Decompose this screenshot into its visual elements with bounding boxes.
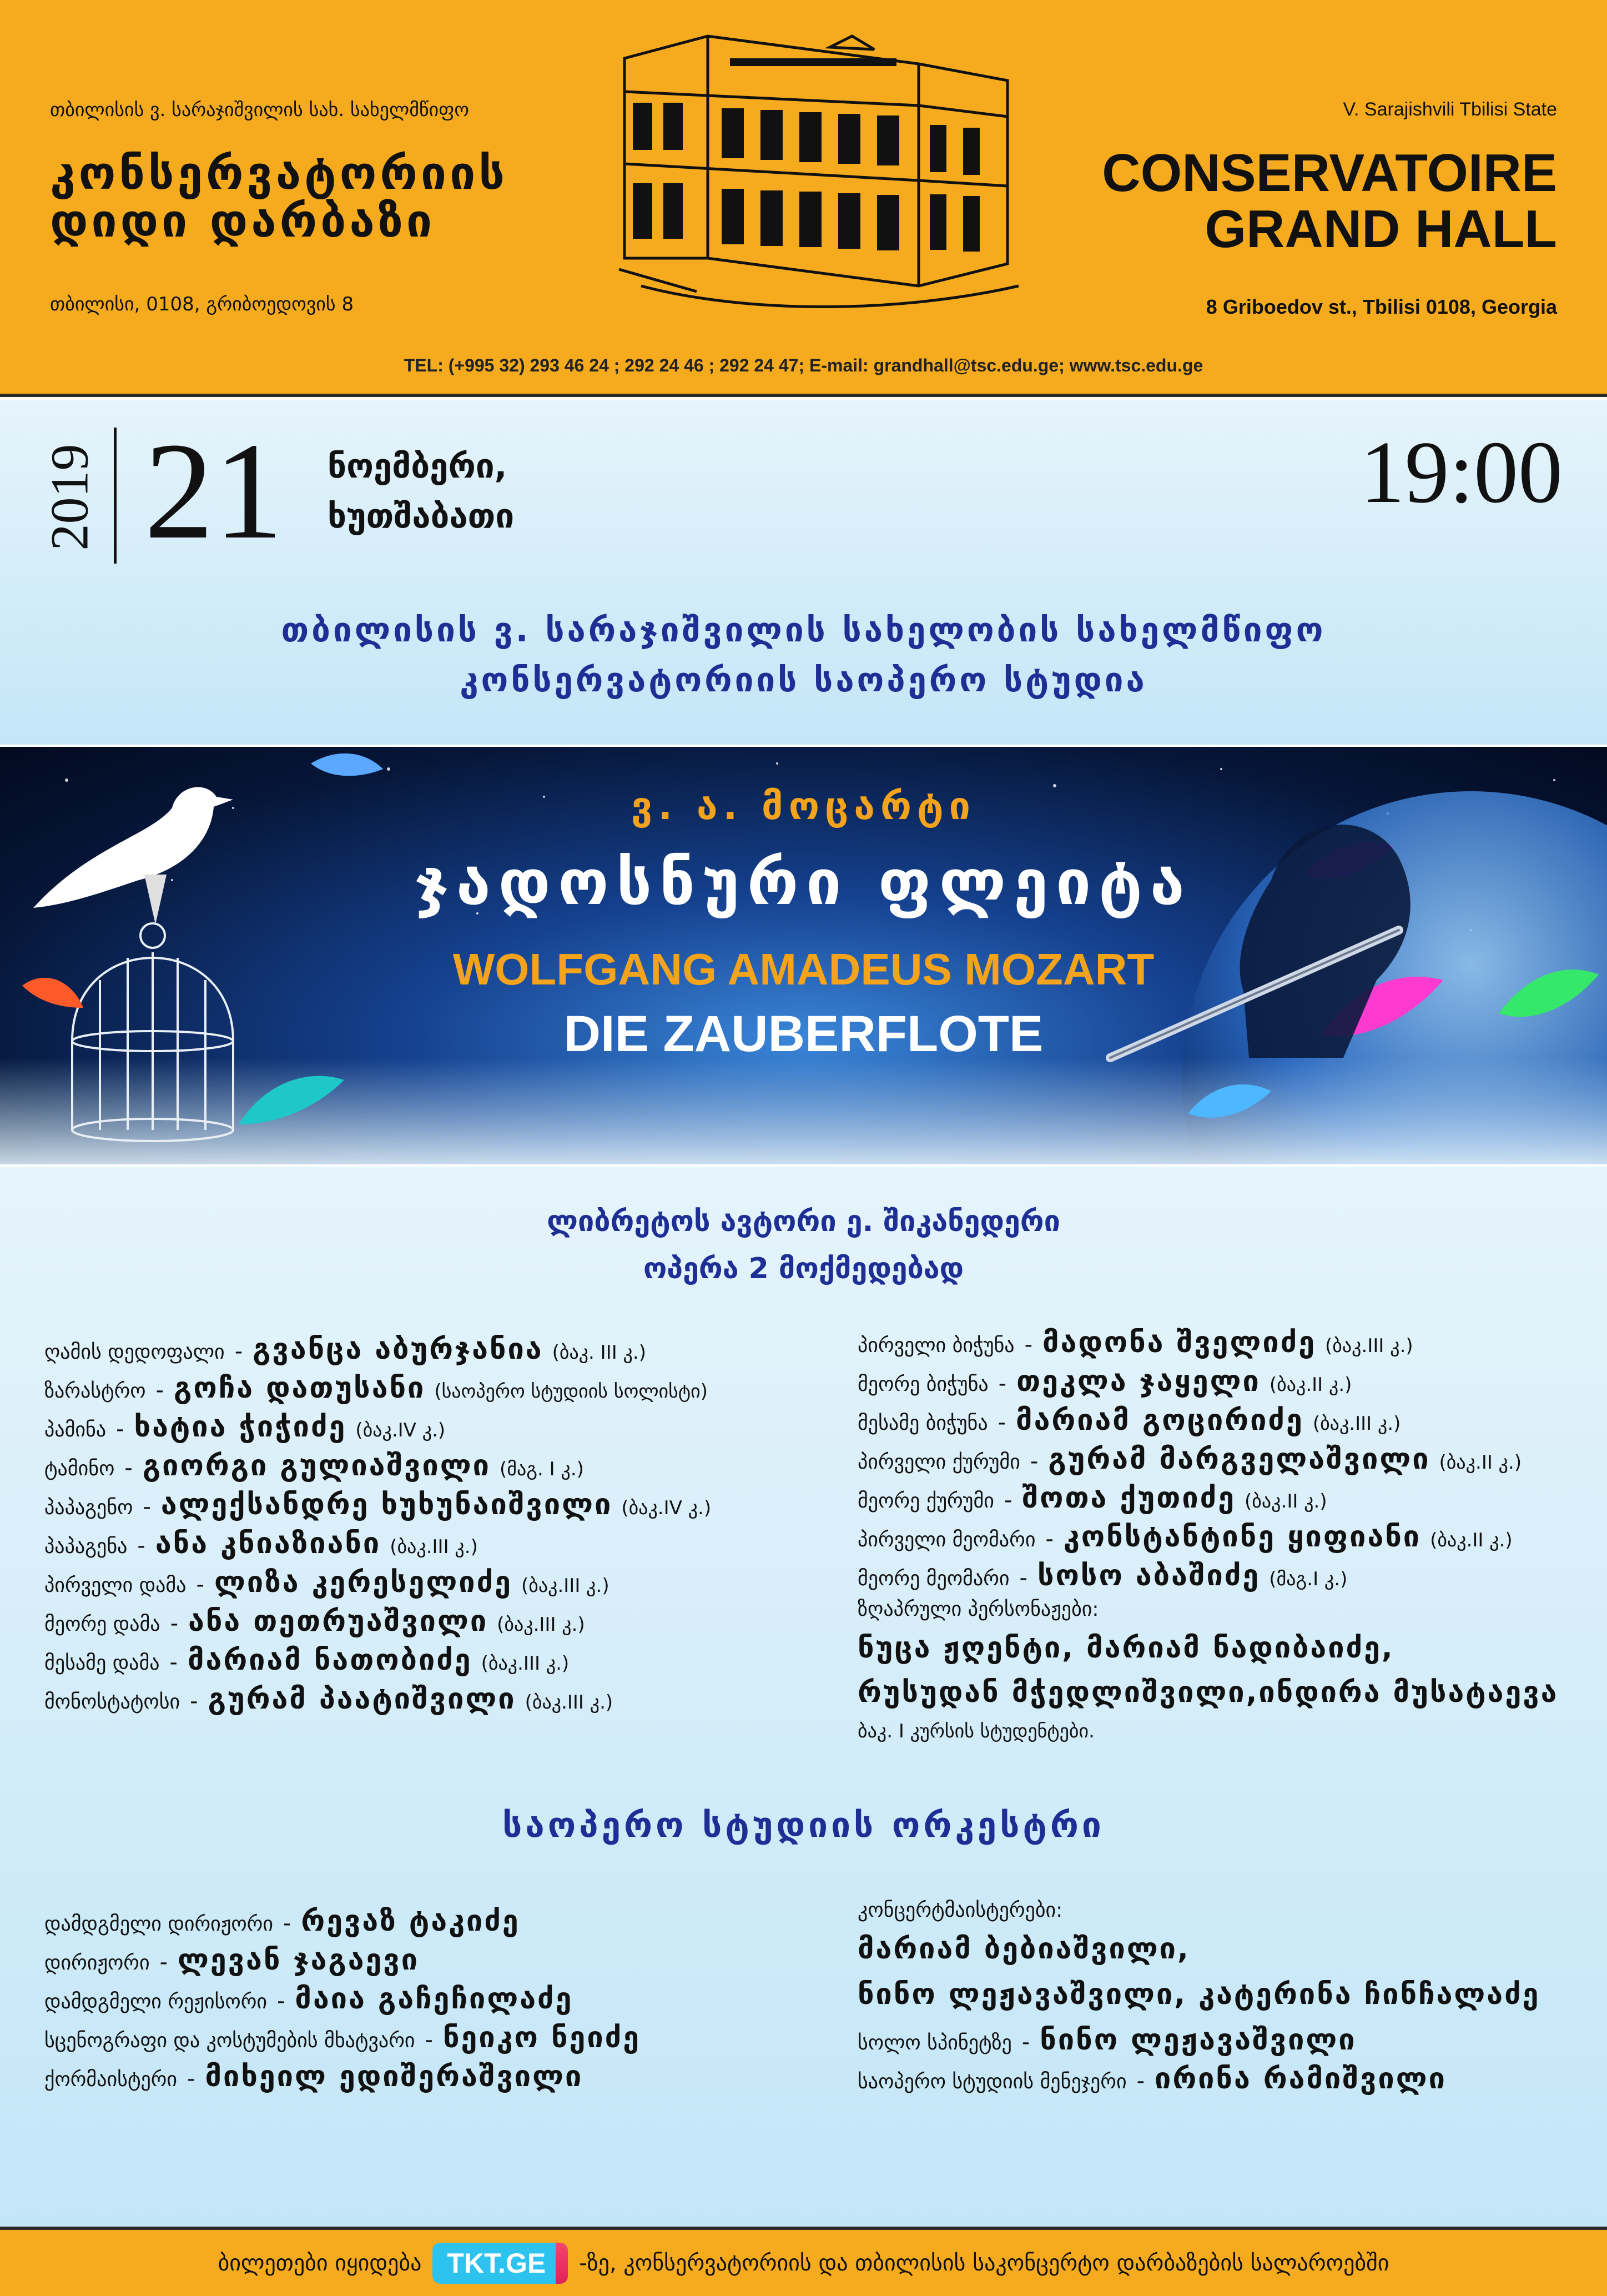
header (0, 0, 1607, 397)
performer-name: ლიზა კერესელიძე (214, 1566, 512, 1599)
role-label: ღამის დედოფალი (44, 1341, 225, 1364)
performer-note: (მაგ.I კ.) (1269, 1568, 1348, 1590)
staff-row: დამდგმელი დირიჟორი - რევაზ ტაკიძე (44, 1905, 520, 1938)
performer-note: (ბაკ.II კ.) (1430, 1529, 1513, 1551)
composer-en: WOLFGANG AMADEUS MOZART (452, 944, 1155, 994)
performer-note: (ბაკ.III კ.) (497, 1614, 585, 1636)
cast-row: პაპაგენო - ალექსანდრე ხუხუნაიშვილი (ბაკ.IV კ.) (44, 1488, 712, 1521)
performer-note: (ბაკ.III კ.) (525, 1691, 613, 1714)
role-label: ზარასტრო (44, 1380, 146, 1403)
performer-name: ალექსანდრე ხუხუნაიშვილი (160, 1488, 613, 1521)
cast-row: პაპაგენა - ანა კნიაზიანი (ბაკ.III კ.) (44, 1527, 478, 1560)
performer-name: მარიამ გოცირიძე (1016, 1404, 1304, 1437)
cast-row: ღამის დედოფალი - გვანცა აბურჯანია (ბაკ. III კ.) (44, 1333, 646, 1366)
cast-row: ზარასტრო - გოჩა დათუსანი (საოპერო სტუდიის სოლისტი) (44, 1371, 708, 1405)
en-subtitle: V. Sarajishvili Tbilisi State (1343, 99, 1557, 120)
staff-row: დირიჟორი - ლევან ჯაგაევი (44, 1943, 419, 1977)
role-label: ქორმაისტერი (44, 2068, 178, 2091)
cast-row: მეორე ბიჭუნა - თეკლა ჯაყელი (ბაკ.II კ.) (858, 1365, 1352, 1398)
performer-name: შოთა ქუთიძე (1022, 1481, 1236, 1515)
fairy-characters-note: ბაკ. I კურსის სტუდენტები. (858, 1720, 1095, 1742)
staff-list-left (44, 1905, 833, 2099)
tkt-ge-link[interactable] (432, 2243, 568, 2284)
role-label: სცენოგრაფი და კოსტუმების მხატვარი (44, 2029, 415, 2052)
staff-row: სცენოგრაფი და კოსტუმების მხატვარი - ნეიკო ნეიძე (44, 2021, 641, 2054)
cast-row: პირველი მეომარი - კონსტანტინე ყიფიანი (ბაკ.II კ.) (858, 1520, 1513, 1554)
performer-note: (საოპერო სტუდიის სოლისტი) (434, 1380, 708, 1403)
en-title-line-1: CONSERVATOIRE (1102, 143, 1557, 203)
role-label: პირველი დამა (44, 1574, 187, 1597)
en-address: 8 Griboedov st., Tbilisi 0108, Georgia (1206, 295, 1557, 318)
year-divider (114, 428, 117, 564)
cast-row: მეორე ქურუმი - შოთა ქუთიძე (ბაკ.II კ.) (858, 1481, 1327, 1515)
tkt-ge-label: TKT.GE (447, 2247, 546, 2279)
role-label: დირიჟორი (44, 1952, 150, 1975)
role-label: ტამინო (44, 1458, 115, 1480)
tickets-text-before: ბილეთები იყიდება (218, 2250, 422, 2276)
role-label: პირველი ქურუმი (858, 1451, 1020, 1474)
role-label: მეორე მეომარი (858, 1567, 1010, 1590)
role-label: მონოსტატოსი (44, 1691, 180, 1714)
staff-row: ქორმაისტერი - მიხეილ ედიშერაშვილი (44, 2060, 583, 2093)
performer-note: (ბაკ.II კ.) (1269, 1374, 1352, 1396)
performer-name: გურამ მარგველაშვილი (1048, 1443, 1430, 1476)
ka-address: თბილისი, 0108, გრიბოედოვის 8 (50, 293, 354, 315)
performer-name: კონსტანტინე ყიფიანი (1063, 1520, 1422, 1554)
role-label: პირველი მეომარი (858, 1529, 1036, 1551)
staff-row: სოლო სპინეტზე - ნინო ლეჟავაშვილი (858, 2023, 1357, 2057)
role-label: პამინა (44, 1419, 107, 1441)
cast-row: მესამე დამა - მარიამ ნათობიძე (ბაკ.III კ.) (44, 1644, 570, 1677)
libretto-author: ლიბრეტოს ავტორი ე. შიკანედერი (547, 1205, 1060, 1238)
role-label: მესამე ბიჭუნა (858, 1412, 988, 1435)
performer-note: (ბაკ.III კ.) (390, 1536, 478, 1558)
cast-row: მონოსტატოსი - გურამ პაატიშვილი (ბაკ.III კ.) (44, 1682, 613, 1716)
performer-note: (ბაკ.IV კ.) (355, 1419, 446, 1441)
composer-ka: ვ. ა. მოცარტი (631, 785, 976, 828)
performer-name: გურამ პაატიშვილი (208, 1682, 516, 1716)
role-label: პაპაგენა (44, 1535, 128, 1558)
role-label: დამდგმელი რეჟისორი (44, 1991, 267, 2013)
role-label: პირველი ბიჭუნა (858, 1334, 1015, 1357)
performer-note: (ბაკ.II კ.) (1439, 1451, 1522, 1474)
concertmasters-heading: კონცერტმაისტერები: (858, 1899, 1063, 1922)
performer-note: (ბაკ. III კ.) (552, 1342, 646, 1364)
orchestra-title: საოპერო სტუდიის ორკესტრი (502, 1805, 1105, 1845)
tickets-text-after: -ზე, კონსერვატორიის და თბილისის საკონცერტო დარბაზების სალაროებში (579, 2250, 1389, 2276)
fairy-characters-names-1: ნუცა ჟღენტი, მარიამ ნადიბაიძე, (858, 1631, 1394, 1665)
opera-title-ka: ჯადოსნური ფლეიტა (415, 847, 1192, 919)
event-year-text: 2019 (39, 444, 99, 550)
ka-title-line-2: დიდი დარბაზი (50, 195, 436, 248)
cast-row: ტამინო - გიორგი გულიაშვილი (მაგ. I კ.) (44, 1449, 584, 1483)
event-month: ნოემბერი, (328, 447, 507, 486)
performer-note: (მაგ. I კ.) (499, 1458, 584, 1480)
performer-name: გოჩა დათუსანი (174, 1371, 426, 1405)
staff-name: ლევან ჯაგაევი (178, 1943, 419, 1977)
concertmasters-names-2: ნინო ლეჟავაშვილი, კატერინა ჩინჩალაძე (858, 1978, 1540, 2011)
role-label: მეორე დამა (44, 1613, 160, 1636)
role-label: დამდგმელი დირიჟორი (44, 1913, 273, 1936)
opera-acts: ოპერა 2 მოქმედებად (643, 1252, 964, 1285)
cast-row: პირველი ქურუმი - გურამ მარგველაშვილი (ბაკ.II კ.) (858, 1443, 1522, 1476)
performer-name: ხატია ჭიჭიძე (134, 1410, 347, 1444)
performer-note: (ბაკ.III კ.) (481, 1652, 570, 1675)
role-label: მეორე ქურუმი (858, 1490, 994, 1513)
cast-row: მეორე მეომარი - სოსო აბაშიძე (მაგ.I კ.) (858, 1559, 1348, 1592)
performer-note: (ბაკ.II კ.) (1245, 1490, 1327, 1513)
opera-title-de: DIE ZAUBERFLOTE (563, 1006, 1044, 1062)
organizer-line-2: კონსერვატორიის საოპერო სტუდია (460, 661, 1147, 700)
staff-name: მაია გაჩეჩილაძე (295, 1982, 573, 2016)
role-label: მეორე ბიჭუნა (858, 1373, 989, 1396)
en-title-line-2: GRAND HALL (1205, 199, 1557, 259)
concertmasters-names-1: მარიამ ბებიაშვილი, (858, 1932, 1190, 1966)
cast-row: პირველი ბიჭუნა - მადონა შველიძე (ბაკ.III კ.) (858, 1326, 1413, 1359)
staff-name: ირინა რამიშვილი (1155, 2062, 1447, 2096)
event-day: 21 (144, 414, 283, 568)
fairy-characters-names-2: რუსუდან მჭედლიშვილი,ინდირა მუსატაევა (858, 1676, 1559, 1709)
staff-name: ნინო ლეჟავაშვილი (1040, 2023, 1357, 2057)
staff-name: მიხეილ ედიშერაშვილი (205, 2060, 583, 2093)
role-label: მესამე დამა (44, 1652, 160, 1675)
performer-name: ანა თეთრუაშვილი (188, 1605, 488, 1638)
role-label: საოპერო სტუდიის მენეჯერი (858, 2071, 1127, 2093)
cast-list-left (44, 1333, 833, 1721)
performer-note: (ბაკ.III კ.) (521, 1575, 609, 1597)
performer-name: სოსო აბაშიძე (1037, 1559, 1261, 1592)
staff-list-right (858, 1899, 1579, 2101)
ka-subtitle: თბილისის ვ. სარაჯიშვილის სახ. სახელმწიფო (50, 99, 469, 121)
performer-name: გიორგი გულიაშვილი (142, 1449, 491, 1483)
performer-name: მადონა შველიძე (1042, 1326, 1317, 1359)
performer-name: მარიამ ნათობიძე (187, 1644, 472, 1677)
organizer-line-1: თბილისის ვ. სარაჯიშვილის სახელობის სახელმწიფო (281, 611, 1326, 650)
en-title (1102, 145, 1557, 258)
staff-name: რევაზ ტაკიძე (301, 1905, 520, 1938)
performer-note: (ბაკ.IV კ.) (621, 1497, 712, 1519)
event-weekday: ხუთშაბათი (328, 497, 515, 536)
cast-row: მეორე დამა - ანა თეთრუაშვილი (ბაკ.III კ.) (44, 1605, 585, 1638)
ticket-stub-icon (556, 2243, 568, 2284)
staff-row: დამდგმელი რეჟისორი - მაია გაჩეჩილაძე (44, 1982, 573, 2016)
performer-note: (ბაკ.III კ.) (1312, 1413, 1401, 1435)
footer (0, 2227, 1607, 2296)
fairy-characters-heading: ზღაპრული პერსონაჟები: (858, 1598, 1099, 1621)
performer-name: ანა კნიაზიანი (155, 1527, 381, 1560)
role-label: პაპაგენო (44, 1496, 133, 1519)
performer-name: გვანცა აბურჯანია (253, 1333, 543, 1366)
role-label: სოლო სპინეტზე (858, 2032, 1012, 2054)
cast-row: პირველი დამა - ლიზა კერესელიძე (ბაკ.III კ.) (44, 1566, 609, 1599)
event-year (39, 428, 100, 566)
cast-row: პამინა - ხატია ჭიჭიძე (ბაკ.IV კ.) (44, 1410, 446, 1444)
ka-title-line-1: კონსერვატორიის (50, 147, 508, 200)
cast-list-right (858, 1326, 1579, 1754)
ka-title (50, 147, 508, 248)
performer-note: (ბაკ.III კ.) (1325, 1335, 1413, 1357)
opera-banner (0, 745, 1607, 1167)
staff-row: საოპერო სტუდიის მენეჯერი - ირინა რამიშვილი (858, 2062, 1447, 2096)
performer-name: თეკლა ჯაყელი (1016, 1365, 1261, 1398)
contact-info: TEL: (+995 32) 293 46 24 ; 292 24 46 ; 292 24 47; E-mail: grandhall@tsc.edu.ge; www.tsc.edu.ge (404, 355, 1203, 375)
staff-name: ნეიკო ნეიძე (442, 2021, 641, 2054)
conservatoire-building-icon (608, 25, 1030, 314)
event-time: 19:00 (1360, 423, 1563, 521)
cast-row: მესამე ბიჭუნა - მარიამ გოცირიძე (ბაკ.III კ.) (858, 1404, 1401, 1437)
